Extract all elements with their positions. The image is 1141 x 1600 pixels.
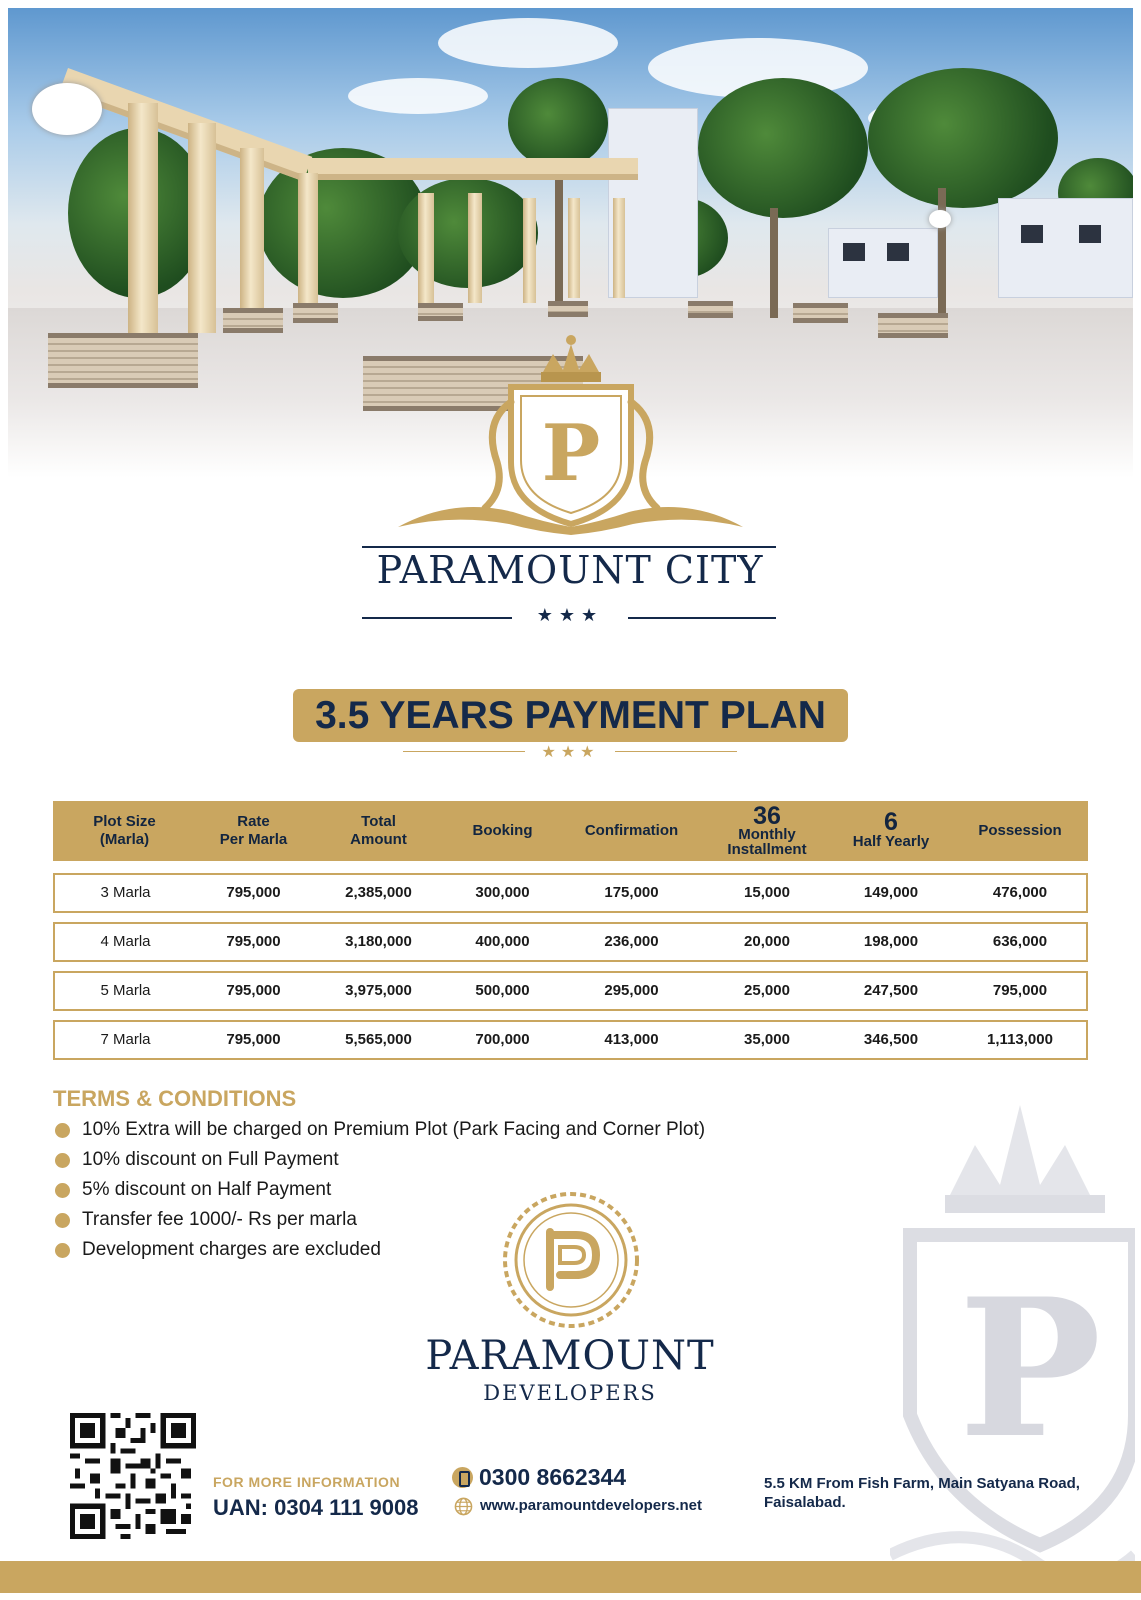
developer-logo-icon — [498, 1187, 644, 1333]
term-item: Development charges are excluded — [55, 1236, 705, 1266]
table-row — [53, 922, 1088, 962]
table-header — [53, 801, 1088, 861]
cell-half-yearly: 247,500 — [863, 982, 919, 999]
uan-number[interactable]: UAN: 0304 111 9008 — [213, 1495, 419, 1520]
plan-rule-right — [615, 751, 737, 752]
cell-monthly: 20,000 — [744, 933, 790, 950]
cell-booking: 700,000 — [475, 1031, 530, 1048]
header-total-amount: Total Amount — [350, 813, 407, 848]
cell-rate: 795,000 — [226, 982, 281, 999]
qr-code[interactable] — [70, 1413, 196, 1539]
header-half-yearly: 6 Half Yearly — [852, 808, 930, 850]
term-item: Transfer fee 1000/- Rs per marla — [55, 1206, 705, 1236]
cell-rate: 795,000 — [226, 933, 281, 950]
cell-half-yearly: 198,000 — [863, 933, 919, 950]
globe-icon — [454, 1497, 473, 1516]
cell-plot-size: 5 Marla — [100, 982, 151, 999]
phone-number[interactable]: 0300 8662344 — [479, 1464, 627, 1490]
svg-text:P: P — [958, 1257, 1102, 1480]
cell-total: 2,385,000 — [345, 884, 412, 901]
cell-total: 3,180,000 — [345, 933, 412, 950]
cell-confirmation: 175,000 — [604, 884, 659, 901]
cell-plot-size: 4 Marla — [100, 933, 151, 950]
cell-rate: 795,000 — [226, 1031, 281, 1048]
plan-stars: ★★★ — [541, 742, 600, 761]
phone-icon — [452, 1467, 473, 1488]
bullet-icon — [55, 1153, 70, 1168]
developer-name: PARAMOUNT — [425, 1333, 715, 1379]
cell-confirmation: 295,000 — [604, 982, 659, 999]
cell-plot-size: 7 Marla — [100, 1031, 151, 1048]
header-confirmation: Confirmation — [584, 822, 679, 839]
title-rule-right — [628, 617, 776, 619]
header-plot-size: Plot Size (Marla) — [93, 813, 156, 848]
crest-logo — [393, 332, 748, 542]
plan-title: 3.5 YEARS PAYMENT PLAN — [293, 689, 848, 742]
title-rule-left — [362, 617, 512, 619]
cell-rate: 795,000 — [226, 884, 281, 901]
developer-sub: DEVELOPERS — [483, 1381, 657, 1405]
bullet-icon — [55, 1213, 70, 1228]
cell-booking: 400,000 — [475, 933, 530, 950]
cell-total: 5,565,000 — [345, 1031, 412, 1048]
cell-plot-size: 3 Marla — [100, 884, 151, 901]
cell-booking: 500,000 — [475, 982, 530, 999]
title-rule-top — [362, 546, 776, 548]
cell-possession: 1,113,000 — [987, 1031, 1053, 1048]
project-stars: ★★★ — [536, 605, 604, 626]
cell-booking: 300,000 — [475, 884, 530, 901]
cell-possession: 636,000 — [992, 933, 1048, 950]
cell-total: 3,975,000 — [345, 982, 412, 999]
cell-monthly: 35,000 — [744, 1031, 790, 1048]
svg-text:P: P — [541, 408, 601, 499]
term-item: 10% Extra will be charged on Premium Plot (Park Facing and Corner Plot) — [55, 1116, 705, 1146]
terms-title: TERMS & CONDITIONS — [53, 1086, 297, 1111]
website-link[interactable]: www.paramountdevelopers.net — [480, 1497, 702, 1514]
address: 5.5 KM From Fish Farm, Main Satyana Road, Faisalabad. — [764, 1475, 1080, 1511]
cell-confirmation: 413,000 — [604, 1031, 659, 1048]
header-booking: Booking — [472, 822, 533, 839]
footer-bar — [0, 1561, 1141, 1593]
cell-monthly: 15,000 — [744, 884, 790, 901]
term-item: 5% discount on Half Payment — [55, 1176, 705, 1206]
table-row — [53, 1020, 1088, 1060]
cell-half-yearly: 346,500 — [863, 1031, 919, 1048]
cell-confirmation: 236,000 — [604, 933, 659, 950]
cell-possession: 795,000 — [992, 982, 1048, 999]
table-row — [53, 873, 1088, 913]
header-possession: Possession — [978, 822, 1062, 839]
table-row — [53, 971, 1088, 1011]
header-rate: Rate Per Marla — [219, 813, 288, 848]
more-info-label: FOR MORE INFORMATION — [213, 1474, 401, 1490]
bullet-icon — [55, 1123, 70, 1138]
plan-rule-left — [403, 751, 525, 752]
project-title: PARAMOUNT CITY — [376, 548, 764, 592]
cell-half-yearly: 149,000 — [863, 884, 919, 901]
bullet-icon — [55, 1243, 70, 1258]
header-monthly-installment: 36 Monthly Installment — [727, 802, 807, 858]
cell-monthly: 25,000 — [744, 982, 790, 999]
term-item: 10% discount on Full Payment — [55, 1146, 705, 1176]
bullet-icon — [55, 1183, 70, 1198]
cell-possession: 476,000 — [992, 884, 1048, 901]
